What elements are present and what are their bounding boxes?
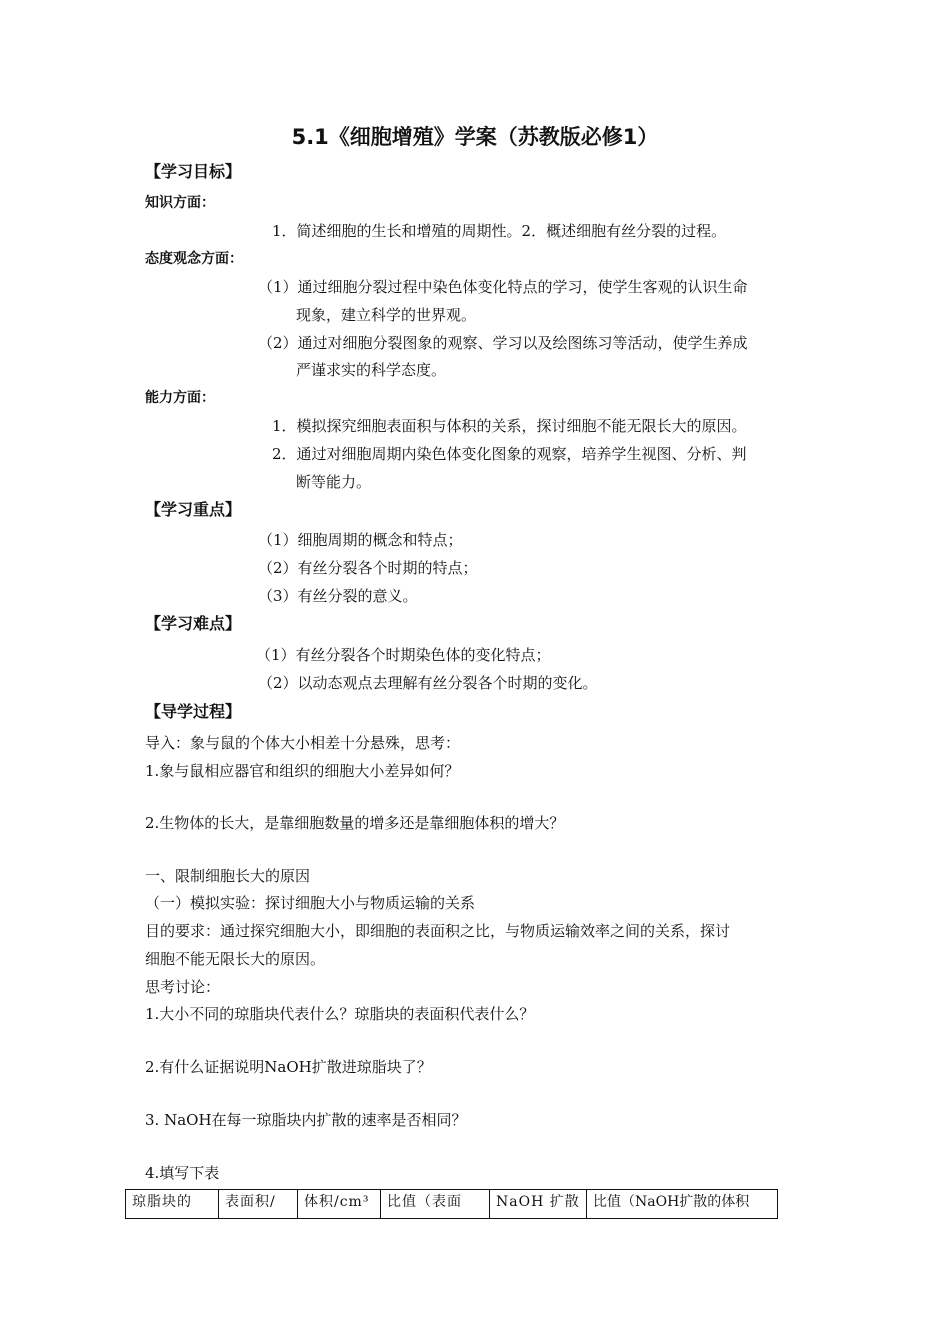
attitude-label: 态度观念方面： [145,251,243,267]
discussion-question-4: 4.填写下表 [145,1164,220,1182]
discussion-question-2: 2.有什么证据说明NaOH扩散进琼脂块了？ [145,1058,432,1076]
table-header-cell: 表面积/ [219,1190,298,1219]
knowledge-label: 知识方面： [145,195,215,211]
table-header-row [126,1190,778,1219]
discussion-label: 思考讨论： [145,978,221,996]
ability-item-2-line-1: 2．通过对细胞周期内染色体变化图象的观察，培养学生视图、分析、判 [272,445,747,463]
data-table [125,1189,778,1219]
table-header-cell: 比值（NaOH扩散的体积 [587,1190,778,1219]
key-point-item: （1）细胞周期的概念和特点； [258,531,463,549]
discussion-question-1: 1.大小不同的琼脂块代表什么？琼脂块的表面积代表什么？ [145,1005,535,1023]
intro-text: 导入：象与鼠的个体大小相差十分悬殊，思考： [145,734,461,752]
attitude-item-2-line-2: 严谨求实的科学态度。 [296,361,447,379]
key-point-item: （2）有丝分裂各个时期的特点； [258,559,478,577]
discussion-question-3: 3. NaOH在每一琼脂块内扩散的速率是否相同？ [145,1111,467,1129]
purpose-line-1: 目的要求：通过探究细胞大小，即细胞的表面积之比，与物质运输效率之间的关系，探讨 [145,922,731,940]
question-1: 1.象与鼠相应器官和组织的细胞大小差异如何？ [145,762,460,780]
difficult-points-heading: 【学习难点】 [145,614,242,633]
process-heading: 【导学过程】 [145,702,242,721]
experiment-heading: （一）模拟实验：探讨细胞大小与物质运输的关系 [145,894,476,912]
question-2: 2.生物体的长大，是靠细胞数量的增多还是靠细胞体积的增大？ [145,814,565,832]
purpose-line-2: 细胞不能无限长大的原因。 [145,950,326,968]
table-header-cell: NaOH 扩散 [490,1190,587,1219]
ability-item-1: 1．模拟探究细胞表面积与体积的关系，探讨细胞不能无限长大的原因。 [272,417,747,435]
page-title: 5.1《细胞增殖》学案（苏教版必修1） [291,125,659,149]
key-points-heading: 【学习重点】 [145,500,242,519]
difficult-point-item: （2）以动态观点去理解有丝分裂各个时期的变化。 [258,674,598,692]
section-heading: 一、限制细胞长大的原因 [145,867,311,885]
ability-item-2-line-2: 断等能力。 [296,473,372,491]
table-header-cell: 琼脂块的 [126,1190,219,1219]
table-header-cell: 体积/cm³ [298,1190,381,1219]
knowledge-item: 1．简述细胞的生长和增殖的周期性。2．概述细胞有丝分裂的过程。 [272,222,727,240]
ability-label: 能力方面： [145,390,215,406]
attitude-item-1-line-2: 现象，建立科学的世界观。 [296,306,477,324]
difficult-point-item: （1）有丝分裂各个时期染色体的变化特点； [256,646,551,664]
objectives-heading: 【学习目标】 [145,162,242,181]
key-point-item: （3）有丝分裂的意义。 [258,587,418,605]
table-header-cell: 比值（表面 [381,1190,490,1219]
attitude-item-2-line-1: （2）通过对细胞分裂图象的观察、学习以及绘图练习等活动，使学生养成 [258,334,748,352]
attitude-item-1-line-1: （1）通过细胞分裂过程中染色体变化特点的学习，使学生客观的认识生命 [258,278,748,296]
